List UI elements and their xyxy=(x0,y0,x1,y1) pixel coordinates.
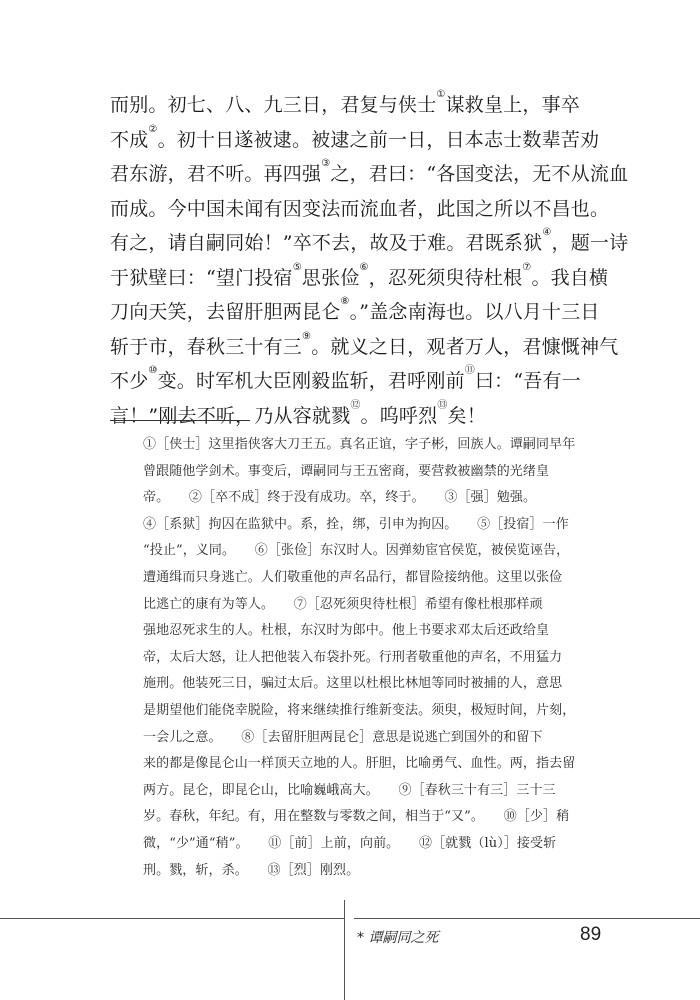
footnote-line: 帝，太后大怒，让人把他装入布袋扑死。行刑者敬重他的声名，不用猛力 xyxy=(143,649,563,665)
footnote-line: ①［侠士］这里指侠客大刀王五。真名正谊，字子彬，回族人。谭嗣同早年 xyxy=(143,437,576,452)
footnote-marker: ④ xyxy=(542,227,552,238)
footnote-marker: ⑤ xyxy=(292,261,302,273)
body-text-segment: 而别。初七、八、九三日，君复与侠士 xyxy=(110,94,437,116)
footnote-line: 是期望他们能侥幸脱险，将来继续推行维新变法。须臾，极短时间，片刻， xyxy=(143,702,576,718)
body-text-segment: 变。时军机大臣刚毅监斩，君呼刚前 xyxy=(157,370,465,392)
footnote-line: 刑。戮，斩，杀。 ⑬［烈］刚烈。 xyxy=(143,862,360,878)
footnote-marker: ⑪ xyxy=(464,365,475,376)
body-text-segment: 曰：“吾有一 xyxy=(474,370,581,392)
footnote-marker: ⑬ xyxy=(437,399,448,411)
footnote-line: “投止”，义同。 ⑥［张俭］东汉时人。因弹劾宦官侯览，被侯览诬告， xyxy=(143,543,570,559)
body-text-segment: 于狱壁曰：“望门投宿 xyxy=(110,266,293,289)
body-line xyxy=(110,295,600,330)
body-text-segment: 。我自横 xyxy=(531,266,609,289)
footnote-line: 岁。春秋，年纪。有，用在整数与零数之间，相当于“又”。 ⑩［少］稍 xyxy=(143,809,570,825)
body-text-segment: 之，君曰：“各国变法，无不从流血 xyxy=(330,163,629,185)
body-line xyxy=(110,364,590,399)
body-text-segment: 君东游，君不听。再四强 xyxy=(110,163,322,185)
footer-rule-right xyxy=(354,918,700,919)
body-text-segment: 而成。今中国未闻有因变法而流血者，此国之所以不昌也。 xyxy=(110,197,610,220)
footnote-line: 帝。 ②［卒不成］终于没有成功。卒，终于。 ③［强］勉强。 xyxy=(143,490,537,506)
body-text-segment: ，题一诗 xyxy=(551,232,629,254)
footnote-line: 微，“少”通“稍”。 ⑪［前］上前，向前。 ⑫［就戮（lù）］接受斩 xyxy=(143,835,557,851)
footnote-line: 强地忍死求生的人。杜根，东汉时为郎中。他上书要求邓太后还政给皇 xyxy=(143,623,550,639)
body-text-segment: 谋救皇上，事卒 xyxy=(445,94,580,116)
footnote-line: 比逃亡的康有为等人。 ⑦［忍死须臾待杜根］希望有像杜根那样顽 xyxy=(143,596,543,612)
footer-rule-left xyxy=(0,918,344,919)
body-text-segment: 。就义之日，观者万人，君慷慨神气 xyxy=(311,335,619,358)
footnote-line: 一会儿之意。 ⑧［去留肝胆两昆仑］意思是说逃亡到国外的和留下 xyxy=(143,729,543,745)
body-text-segment: 思张俭 xyxy=(301,266,360,289)
body-line xyxy=(110,330,619,365)
body-text-segment: 不成 xyxy=(110,128,149,151)
body-line xyxy=(110,157,629,192)
body-text-segment: 矣！ xyxy=(447,404,486,427)
footnote-marker: ⑨ xyxy=(302,330,312,342)
body-line xyxy=(110,192,610,227)
body-text-segment: 不少 xyxy=(110,370,149,392)
footnote-marker: ③ xyxy=(321,158,331,169)
body-line xyxy=(110,261,609,296)
footnote-marker: ① xyxy=(436,89,446,100)
footnote-line: 两方。昆仑，即昆仑山，比喻巍峨高大。 ⑨［春秋三十有三］三十三 xyxy=(143,782,556,798)
body-text-segment: 言！”刚去不听，乃从容就戮 xyxy=(110,404,351,427)
body-text-segment: 有之，请自嗣同始！”卒不去，故及于难。君既系狱 xyxy=(110,232,543,254)
footnote-line: 施刑。他装死三日，骗过太后。这里以杜根比林旭等同时被捕的人，意思 xyxy=(143,676,563,692)
footnote-marker: ⑦ xyxy=(522,261,532,273)
body-text-segment: 。呜呼烈 xyxy=(360,404,438,427)
body-line xyxy=(110,399,590,434)
footnote-marker: ⑩ xyxy=(148,365,158,376)
body-text-segment: 。”盖念南海也。以八月十三日 xyxy=(349,301,600,323)
footnote-marker: ② xyxy=(148,123,158,135)
main-body-text xyxy=(110,88,629,433)
page-number: 89 xyxy=(580,924,602,945)
footnote-line: 遭通缉而只身逃亡。人们敬重他的声名品行，都冒险接纳他。这里以张俭 xyxy=(143,569,563,585)
footer-divider-vertical xyxy=(344,900,345,1000)
body-line xyxy=(110,88,590,123)
footnote-line: ④［系狱］拘囚在监狱中。系，拴，绑，引申为拘囚。 ⑤［投宿］一作 xyxy=(143,516,569,532)
footnote-marker: ⑫ xyxy=(350,399,361,411)
footnote-marker: ⑧ xyxy=(340,296,350,307)
body-line xyxy=(110,226,629,261)
body-line xyxy=(110,123,600,158)
body-text-segment: 斩于市，春秋三十有三 xyxy=(110,335,303,358)
footnote-marker: ⑥ xyxy=(359,261,369,273)
footnote-line: 来的都是像昆仑山一样顶天立地的人。肝胆，比喻勇气、血性。两，指去留 xyxy=(143,756,576,772)
body-text-segment: ，忍死须臾待杜根 xyxy=(368,266,523,289)
body-text-segment: 刀向天笑，去留肝胆两昆仑 xyxy=(110,301,341,323)
body-text-segment: 。初十日遂被逮。被逮之前一日，日本志士数辈苦劝 xyxy=(157,128,600,151)
running-footer-title: * 谭嗣同之死 xyxy=(357,930,439,946)
footnote-divider xyxy=(110,420,250,421)
footnotes xyxy=(143,432,613,884)
footnote-line: 曾跟随他学剑术。事变后，谭嗣同与王五密商，要营救被幽禁的光绪皇 xyxy=(143,463,550,479)
